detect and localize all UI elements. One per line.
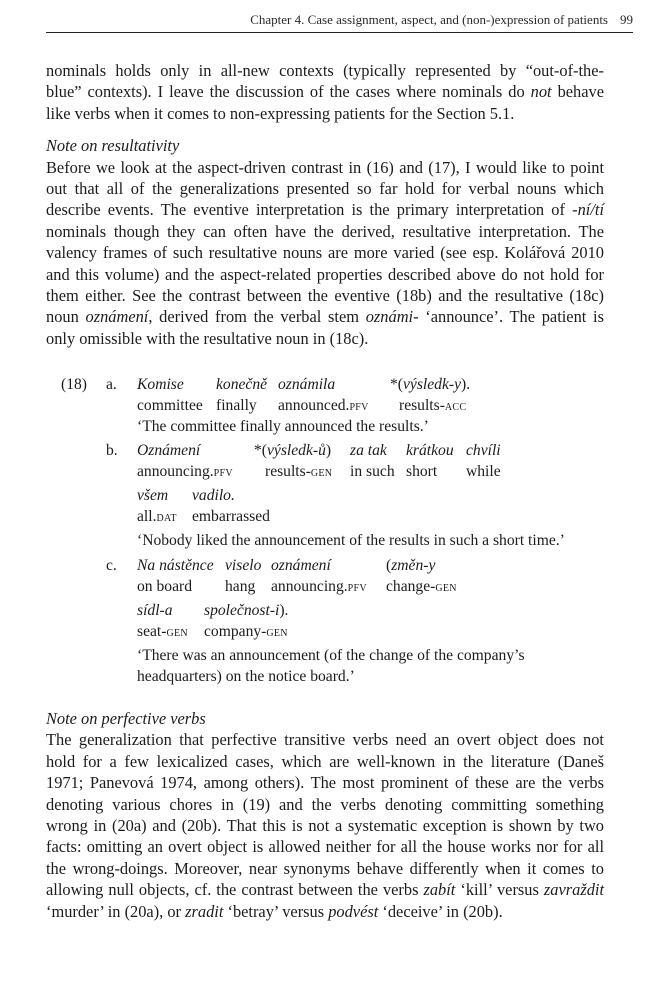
text-line: them either. See the contrast between the eventive (18b) and the resultative (18c) [46, 285, 604, 305]
running-header [46, 12, 633, 33]
page-number: 99 [620, 12, 633, 27]
text-line: describe events. The eventive interpretation is the primary interpretation of -ní/tí [46, 200, 604, 220]
example-18b: b. Oznámení *(výsledk-ů) za tak krátkou chvíli [106, 442, 501, 459]
example-label: c. [106, 557, 117, 574]
text-line: denoting various chores in (19) and the verbs denoting committing something [46, 794, 604, 814]
text-line: noun oznámení, derived from the verbal stem oznámi- ‘announce’. The patient is [46, 307, 604, 327]
gloss-line: announcing.pfv results-gen in such short while [137, 463, 501, 480]
text-line: allowing null objects, cf. the contrast between the verbs zabít ‘kill’ versus zavraždit [46, 880, 604, 900]
gloss-line: all.dat embarrassed [137, 508, 270, 525]
gloss-line: committee finally announced.pfv results-acc [137, 397, 467, 414]
text-line: ‘murder’ in (20a), or zradit ‘betray’ versus podvést ‘deceive’ in (20b). [46, 901, 503, 921]
text-line: hold for a few lexicalized cases, which are well-known in the literature (Daneš [46, 751, 604, 771]
body-text [46, 60, 604, 349]
text-line: Before we look at the aspect-driven contrast in (16) and (17), I would like to point [46, 157, 604, 177]
text-line: like verbs when it comes to non-expressing patients for the Section 5.1. [46, 103, 515, 123]
example-18c: c. Na nástěnce viselo oznámení (změn-y [106, 557, 436, 574]
example-18a: (18) a. Komise konečně oznámila *(výsledk-y). [61, 376, 471, 393]
body-text-2 [46, 708, 604, 922]
example-number: (18) [61, 376, 87, 393]
text-line: the wrong-doings. Moreover, near synonyms behave differently when it comes to [46, 858, 604, 878]
text-line: nominals though they can often have the derived, resultative interpretation. The [46, 221, 604, 241]
note-heading-resultativity: Note on resultativity [46, 136, 180, 156]
page: Chapter 4. Case assignment, aspect, and (non-)expression of patients 99 nominals holds only in all-new contexts (typically represented by “out-of-the- blue” contexts). I leave the discussion of the cases where nominals do not behave like verbs when it comes to non-expressing patients for the Section 5.1. Note on resultativity Before we look at the aspect-driven contrast in (16) and (17), I would like to point out that all of the generalizations presented so far hold for verbal nouns which describe events. The eventive interpretation is the primary interpretation of -ní/tí nominals though they can often have the derived, resultative interpretation. The valency frames of such resultative nouns are more varied (see esp. Kolářová 2010 and this volume) and the aspect-related properties described above do not hold for them either. See the contrast between the eventive (18b) and the resultative (18c) noun oznámení, derived from the verbal stem oznámi- ‘announce’. The patient is only omissible with the resultative noun in (18c). (18) a. Komise konečně oznámila *(výsledk-y). committee finally announced.pfv results-acc ‘The committee finally announced the results.’ b. Oznámení *(výsledk-ů) za tak krátkou chvíli announcing.pfv results-gen in such short while všem vadilo. all.dat embarrassed ‘Nobody liked the announcement of the results in such a short time.’ c. Na nástěnce viselo oznámení (změn-y on board hang announcing.pfv change-gen sídl-a společnost-i). seat-gen company-gen ‘There was an announcement (of the change of the company’s headquarters) on the notice board.’ Note on perfective verbs The generalization that perfective transitive verbs need an overt object does not hold for a few lexicalized cases, which are well-known in the literature (Daneš 1971; Panevová 1974, among others). The most prominent of these are the verbs denoting various chores in (19) and the verbs denoting committing something wrong in (20a) and (20b). That this is not a systematic exception is shown by two facts: omitting an overt object is allowed neither for all the house works nor for all the wrong-doings. Moreover, near synonyms behave differently when it comes to allowing null objects, cf. the contrast between the verbs zabít ‘kill’ versus zavraždit ‘murder’ in (20a), or zradit ‘betray’ versus podvést ‘deceive’ in (20b). [46, 12, 633, 921]
example-label: a. [106, 376, 117, 393]
word-line: všem vadilo. [137, 487, 235, 504]
text-line: blue” contexts). I leave the discussion of the cases where nominals do not behave [46, 82, 604, 102]
text-line: facts: omitting an overt object is allowed neither for all the house works nor for all [46, 837, 604, 857]
word-line: sídl-a společnost-i). [137, 602, 289, 619]
gloss-line: on board hang announcing.pfv change-gen [137, 578, 457, 595]
text-line: and this volume) and the aspect-related properties described above do not hold for [46, 264, 604, 284]
text-line: out that all of the generalizations presented so far hold for verbal nouns which [46, 178, 604, 198]
note-heading-perfective-verbs: Note on perfective verbs [46, 709, 206, 728]
gloss-line: seat-gen company-gen [137, 623, 288, 640]
text-line: wrong in (20a) and (20b). That this is not a systematic exception is shown by two [46, 815, 604, 835]
text-line: The generalization that perfective transitive verbs need an overt object does not [46, 730, 604, 750]
text-line: 1971; Panevová 1974, among others). The most prominent of these are the verbs [46, 773, 604, 793]
running-title: Chapter 4. Case assignment, aspect, and (non-)expression of patients [250, 12, 608, 27]
example-label: b. [106, 442, 118, 459]
text-line: nominals holds only in all-new contexts (typically represented by “out-of-the- [46, 61, 604, 80]
text-line: valency frames of such resultative nouns are more varied (see esp. Kolářová 2010 [46, 243, 604, 263]
text-line: only omissible with the resultative noun in (18c). [46, 328, 369, 348]
